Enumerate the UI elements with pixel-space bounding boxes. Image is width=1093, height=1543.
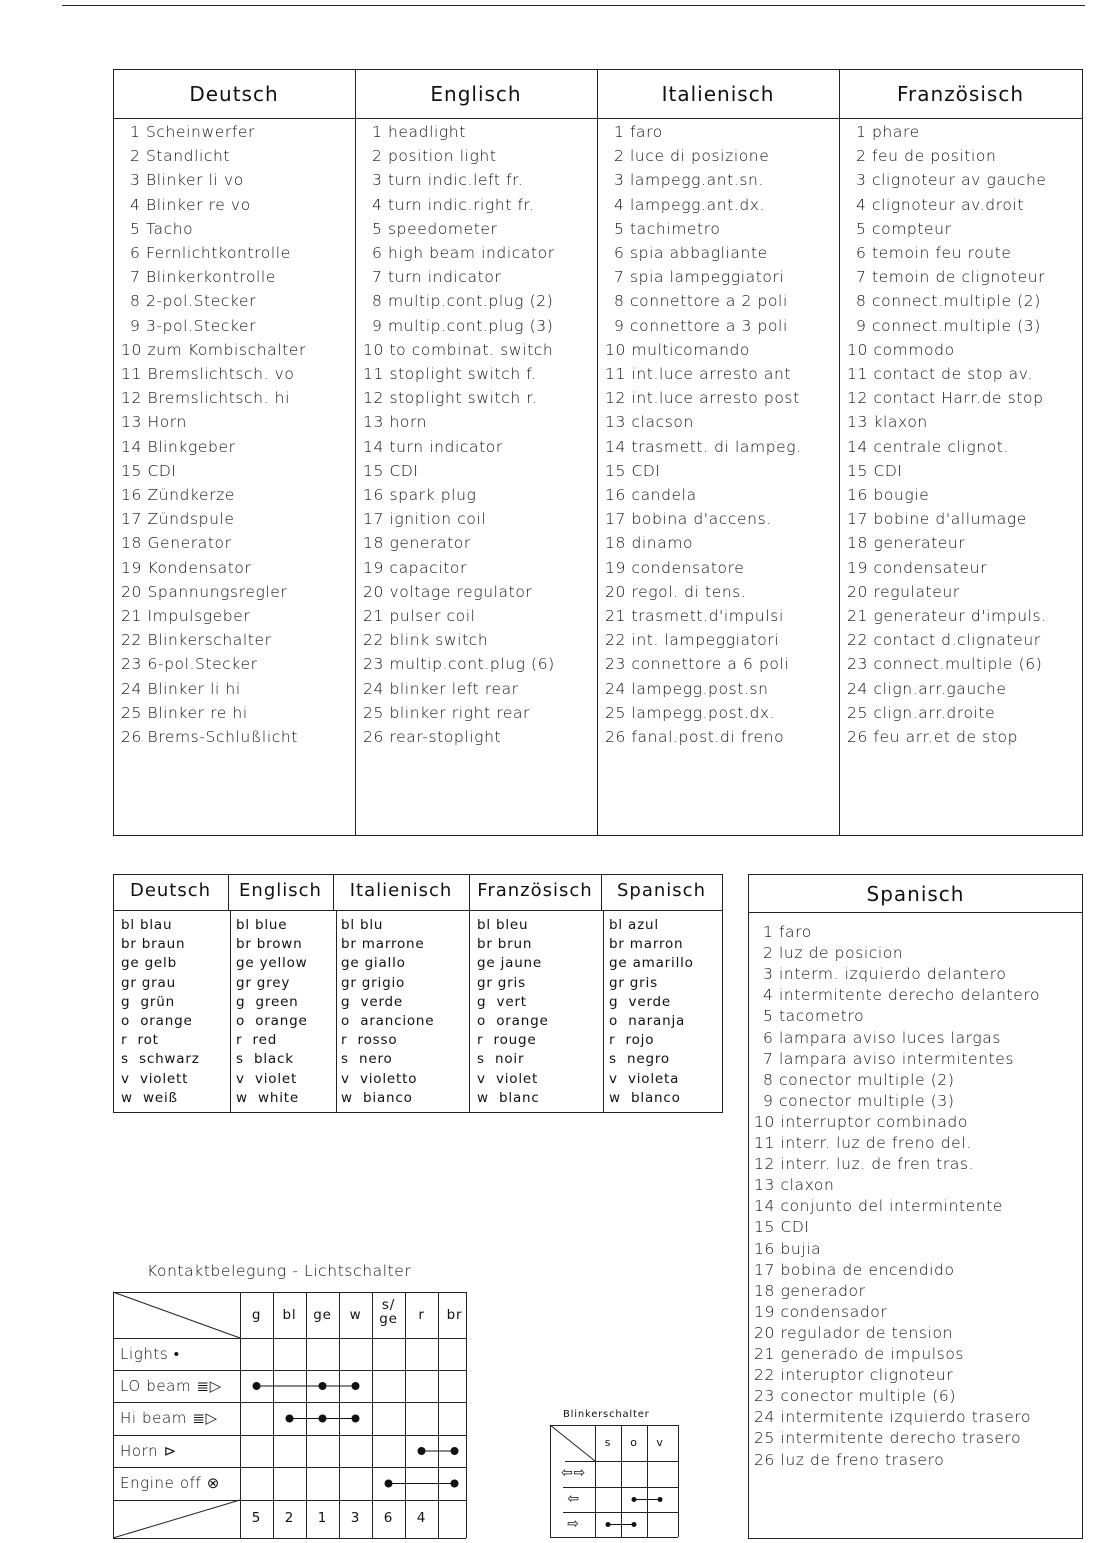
column-header: Italienisch xyxy=(661,82,775,106)
divider xyxy=(113,1467,466,1468)
legend-item: 5 speedometer xyxy=(372,219,498,238)
column-header: w xyxy=(349,1307,362,1323)
legend-item: 24 intermitente izquierdo trasero xyxy=(754,1408,1032,1427)
column-header: o xyxy=(630,1436,638,1449)
legend-item: 5 Tacho xyxy=(130,219,194,238)
color-item: w bianco xyxy=(341,1089,413,1106)
legend-item: 23 multip.cont.plug (6) xyxy=(363,655,555,674)
legend-item: 26 Brems-Schlußlicht xyxy=(121,728,298,746)
legend-item: 25 clign.arr.droite xyxy=(847,703,996,722)
legend-item: 6 temoin feu route xyxy=(856,244,1012,262)
legend-item: 16 bujia xyxy=(754,1239,822,1258)
color-item: s nero xyxy=(341,1051,393,1068)
color-item: br marrone xyxy=(341,936,425,953)
legend-item: 2 Standlicht xyxy=(130,147,231,166)
legend-item: 17 Zündspule xyxy=(121,510,235,529)
contact-dot xyxy=(352,1415,360,1423)
legend-item: 24 blinker left rear xyxy=(363,679,519,698)
legend-item: 3 lampegg.ant.sn. xyxy=(614,171,764,190)
legend-item: 10 multicomando xyxy=(605,340,751,359)
color-item: o naranja xyxy=(609,1013,686,1029)
legend-item: 6 spia abbagliante xyxy=(614,244,768,262)
pin-number: 5 xyxy=(251,1510,262,1526)
contact-row-label: Hi beam ≣▷ xyxy=(120,1409,218,1427)
contact-dot xyxy=(286,1415,294,1423)
divider xyxy=(405,1292,406,1538)
contact-row-label: Lights • xyxy=(120,1345,180,1363)
color-item: s negro xyxy=(609,1051,670,1068)
legend-item: 4 lampegg.ant.dx. xyxy=(614,195,766,214)
legend-item: 9 connettore a 3 poli xyxy=(614,316,788,335)
color-item: gr gris xyxy=(477,974,526,991)
color-item: bl azul xyxy=(609,917,659,933)
contact-dot xyxy=(451,1447,459,1455)
column-header: Französisch xyxy=(896,82,1024,106)
legend-item: 12 Bremslichtsch. hi xyxy=(121,389,290,408)
divider xyxy=(339,1292,340,1538)
color-item: o orange xyxy=(121,1013,193,1029)
legend-item: 8 connettore a 2 poli xyxy=(614,292,788,311)
legend-item: 13 horn xyxy=(363,413,428,432)
color-item: ge yellow xyxy=(236,955,308,972)
legend-item: 26 luz de freno trasero xyxy=(754,1450,945,1469)
legend-item: 25 lampegg.post.dx. xyxy=(605,703,776,722)
legend-item: 25 Blinker re hi xyxy=(121,703,248,722)
legend-item: 18 generator xyxy=(363,534,471,553)
divider xyxy=(355,69,356,836)
divider xyxy=(113,1500,466,1501)
legend-item: 20 regulateur xyxy=(847,582,960,601)
color-item: w blanco xyxy=(609,1089,681,1106)
legend-item: 12 stoplight switch r. xyxy=(363,389,538,408)
legend-item: 18 generador xyxy=(754,1281,866,1300)
legend-item: 9 3-pol.Stecker xyxy=(130,316,257,335)
divider xyxy=(469,910,470,1113)
contact-row-label: LO beam ≣▷ xyxy=(120,1377,222,1395)
pin-number: 3 xyxy=(350,1510,361,1526)
legend-item: 10 commodo xyxy=(847,340,955,359)
legend-item: 4 intermitente derecho delantero xyxy=(763,986,1041,1005)
column-header: Englisch xyxy=(239,880,322,901)
legend-item: 15 CDI xyxy=(847,461,903,480)
column-header: Spanisch xyxy=(866,882,965,906)
contact-dot xyxy=(352,1382,360,1390)
legend-item: 25 blinker right rear xyxy=(363,703,531,722)
legend-item: 26 fanal.post.di freno xyxy=(605,728,785,746)
legend-item: 11 contact de stop av. xyxy=(847,365,1033,383)
legend-item: 14 Blinkgeber xyxy=(121,437,236,456)
color-item: w white xyxy=(236,1089,299,1106)
legend-item: 4 Blinker re vo xyxy=(130,195,251,214)
legend-item: 13 claxon xyxy=(754,1176,835,1195)
legend-item: 5 compteur xyxy=(856,219,952,238)
color-item: r rouge xyxy=(477,1032,537,1049)
color-item: o arancione xyxy=(341,1013,435,1029)
contact-dot xyxy=(319,1415,327,1423)
legend-item: 18 Generator xyxy=(121,534,232,553)
column-header: s/ ge xyxy=(379,1297,398,1327)
legend-item: 13 Horn xyxy=(121,413,187,432)
blinker-row-label: ⇦⇨ xyxy=(560,1465,587,1481)
legend-item: 1 headlight xyxy=(372,123,466,141)
legend-item: 2 position light xyxy=(372,147,497,166)
blinker-row-label: ⇨ xyxy=(567,1516,580,1532)
legend-item: 10 zum Kombischalter xyxy=(121,340,306,359)
color-item: g verde xyxy=(609,993,672,1010)
legend-item: 25 intermitente derecho trasero xyxy=(754,1429,1022,1448)
color-item: v violeta xyxy=(609,1070,680,1087)
color-item: bl blau xyxy=(121,917,173,933)
legend-item: 8 conector multiple (2) xyxy=(763,1070,955,1089)
legend-item: 23 connettore a 6 poli xyxy=(605,655,790,674)
legend-item: 7 temoin de clignoteur xyxy=(856,268,1046,287)
legend-item: 8 2-pol.Stecker xyxy=(130,292,257,311)
legend-item: 16 spark plug xyxy=(363,486,477,504)
contact-dot xyxy=(606,1522,611,1527)
legend-item: 10 interruptor combinado xyxy=(754,1112,968,1131)
contact-dot xyxy=(253,1382,261,1390)
legend-item: 11 stoplight switch f. xyxy=(363,365,537,383)
pin-number: 1 xyxy=(317,1510,328,1526)
legend-item: 22 blink switch xyxy=(363,631,489,650)
legend-item: 1 phare xyxy=(856,123,920,141)
color-item: s noir xyxy=(477,1051,525,1068)
legend-item: 13 clacson xyxy=(605,413,694,432)
legend-item: 9 multip.cont.plug (3) xyxy=(372,316,554,335)
legend-item: 5 tachimetro xyxy=(614,219,721,238)
color-item: o orange xyxy=(477,1013,549,1029)
divider xyxy=(240,1292,241,1538)
divider xyxy=(273,1292,274,1538)
legend-item: 15 CDI xyxy=(754,1218,810,1237)
legend-item: 7 turn indicator xyxy=(372,268,502,287)
divider xyxy=(113,1370,466,1371)
color-item: br marron xyxy=(609,936,684,953)
legend-item: 2 luce di posizione xyxy=(614,147,770,166)
legend-item: 26 feu arr.et de stop xyxy=(847,728,1019,746)
divider xyxy=(748,912,1083,913)
legend-item: 12 interr. luz. de fren tras. xyxy=(754,1155,975,1174)
legend-item: 23 conector multiple (6) xyxy=(754,1387,956,1406)
contact-row-label: Horn ⊳ xyxy=(120,1442,177,1460)
divider xyxy=(839,69,840,836)
legend-item: 22 Blinkerschalter xyxy=(121,631,272,650)
divider xyxy=(113,910,723,911)
legend-item: 14 trasmett. di lampeg. xyxy=(605,437,802,456)
color-item: v violetto xyxy=(341,1070,418,1087)
legend-item: 4 turn indic.right fr. xyxy=(372,195,535,214)
color-item: v violett xyxy=(121,1070,189,1087)
top-rule xyxy=(62,5,1085,6)
legend-item: 6 high beam indicator xyxy=(372,244,555,262)
divider xyxy=(550,1425,551,1537)
legend-item: 9 conector multiple (3) xyxy=(763,1091,955,1110)
legend-item: 11 interr. luz de freno del. xyxy=(754,1134,972,1152)
legend-item: 19 condensatore xyxy=(605,558,745,577)
color-item: ge jaune xyxy=(477,955,543,972)
blinker-table-title: Blinkerschalter xyxy=(563,1409,650,1420)
column-header: Englisch xyxy=(430,82,522,106)
pin-number: 6 xyxy=(383,1510,394,1526)
legend-item: 1 Scheinwerfer xyxy=(130,123,255,141)
legend-item: 7 lampara aviso intermitentes xyxy=(763,1049,1015,1068)
legend-item: 12 contact Harr.de stop xyxy=(847,389,1044,408)
color-item: r rojo xyxy=(609,1032,655,1049)
legend-item: 1 faro xyxy=(614,123,663,141)
color-item: gr grigio xyxy=(341,974,406,991)
legend-item: 9 connect.multiple (3) xyxy=(856,316,1041,335)
color-item: ge gelb xyxy=(121,955,177,972)
color-item: bl blue xyxy=(236,917,288,933)
color-item: gr grau xyxy=(121,974,176,991)
color-item: g grün xyxy=(121,993,175,1010)
column-header: Deutsch xyxy=(129,880,212,901)
legend-item: 8 connect.multiple (2) xyxy=(856,292,1041,311)
legend-item: 17 bobine d'allumage xyxy=(847,510,1027,529)
legend-item: 8 multip.cont.plug (2) xyxy=(372,292,554,311)
divider xyxy=(597,69,598,836)
legend-item: 18 dinamo xyxy=(605,534,694,553)
color-item: w blanc xyxy=(477,1089,540,1106)
legend-item: 22 int. lampeggiatori xyxy=(605,631,780,650)
column-header: ge xyxy=(313,1307,332,1323)
color-item: g green xyxy=(236,993,299,1010)
column-header: s xyxy=(604,1436,612,1449)
legend-item: 1 faro xyxy=(763,923,812,941)
legend-item: 23 connect.multiple (6) xyxy=(847,655,1043,674)
legend-item: 14 conjunto del intermintente xyxy=(754,1197,1004,1216)
legend-item: 4 clignoteur av.droit xyxy=(856,195,1025,214)
legend-item: 3 interm. izquierdo delantero xyxy=(763,965,1007,984)
pin-number: 2 xyxy=(284,1510,295,1526)
contact-dot xyxy=(385,1480,393,1488)
divider xyxy=(113,1338,466,1339)
color-item: r red xyxy=(236,1032,278,1049)
legend-item: 24 lampegg.post.sn xyxy=(605,679,769,698)
column-header: br xyxy=(446,1307,463,1323)
pin-number: 4 xyxy=(416,1510,427,1526)
legend-item: 2 feu de position xyxy=(856,147,997,166)
contact-dot xyxy=(632,1497,637,1502)
legend-item: 24 Blinker li hi xyxy=(121,679,241,698)
legend-item: 19 Kondensator xyxy=(121,558,252,577)
column-header: v xyxy=(656,1436,664,1449)
legend-item: 14 turn indicator xyxy=(363,437,503,456)
divider xyxy=(230,910,231,1113)
legend-item: 11 int.luce arresto ant xyxy=(605,365,792,383)
legend-item: 7 spia lampeggiatori xyxy=(614,268,785,287)
legend-item: 21 pulser coil xyxy=(363,607,476,625)
column-header: Französisch xyxy=(477,880,593,901)
legend-item: 17 bobina de encendido xyxy=(754,1260,955,1279)
color-item: s black xyxy=(236,1051,294,1068)
divider xyxy=(336,910,337,1113)
color-item: v violet xyxy=(236,1070,298,1087)
legend-item: 21 trasmett.d'impulsi xyxy=(605,607,784,625)
legend-item: 20 voltage regulator xyxy=(363,582,533,601)
legend-item: 11 Bremslichtsch. vo xyxy=(121,365,295,383)
legend-item: 20 regulador de tension xyxy=(754,1323,953,1342)
legend-item: 7 Blinkerkontrolle xyxy=(130,268,276,287)
legend-item: 16 bougie xyxy=(847,486,930,504)
color-item: g vert xyxy=(477,993,527,1010)
legend-item: 3 clignoteur av gauche xyxy=(856,171,1047,190)
color-item: o orange xyxy=(236,1013,308,1029)
legend-item: 19 condensador xyxy=(754,1302,888,1321)
legend-item: 3 turn indic.left fr. xyxy=(372,171,524,190)
legend-item: 18 generateur xyxy=(847,534,966,553)
contact-dot xyxy=(418,1447,426,1455)
color-item: br brun xyxy=(477,936,533,953)
contact-dot xyxy=(451,1480,459,1488)
column-header: Italienisch xyxy=(349,880,453,901)
divider xyxy=(113,1292,466,1293)
divider xyxy=(372,1292,373,1538)
column-header: Deutsch xyxy=(189,82,279,106)
contact-dot xyxy=(658,1497,663,1502)
divider xyxy=(113,1402,466,1403)
legend-item: 19 condensateur xyxy=(847,558,988,577)
legend-item: 15 CDI xyxy=(363,461,419,480)
divider xyxy=(113,1435,466,1436)
legend-item: 16 candela xyxy=(605,486,697,504)
contact-table-title: Kontaktbelegung - Lichtschalter xyxy=(147,1262,412,1280)
legend-item: 20 regol. di tens. xyxy=(605,582,747,601)
color-item: gr gris xyxy=(609,974,658,991)
color-item: s schwarz xyxy=(121,1051,200,1068)
color-item: bl bleu xyxy=(477,917,529,933)
legend-item: 13 klaxon xyxy=(847,413,928,432)
color-item: r rosso xyxy=(341,1032,398,1049)
column-header: r xyxy=(418,1307,425,1323)
legend-item: 5 tacometro xyxy=(763,1007,865,1026)
color-item: g verde xyxy=(341,993,404,1010)
blinker-row-label: ⇦ xyxy=(567,1491,580,1507)
divider xyxy=(550,1425,678,1426)
legend-item: 21 generado de impulsos xyxy=(754,1345,965,1363)
legend-item: 14 centrale clignot. xyxy=(847,437,1009,456)
divider xyxy=(466,1292,467,1538)
legend-item: 20 Spannungsregler xyxy=(121,582,288,601)
legend-item: 17 ignition coil xyxy=(363,510,487,529)
legend-item: 10 to combinat. switch xyxy=(363,340,554,359)
color-item: gr grey xyxy=(236,974,291,991)
column-header: Spanisch xyxy=(617,880,706,901)
legend-item: 16 Zündkerze xyxy=(121,486,235,504)
legend-item: 15 CDI xyxy=(121,461,177,480)
divider xyxy=(603,910,604,1113)
legend-item: 22 interuptor clignoteur xyxy=(754,1366,954,1385)
color-item: ge amarillo xyxy=(609,955,694,972)
color-item: v violet xyxy=(477,1070,539,1087)
legend-item: 23 6-pol.Stecker xyxy=(121,655,258,674)
legend-item: 6 lampara aviso luces largas xyxy=(763,1028,1002,1047)
divider xyxy=(550,1537,678,1538)
contact-dot xyxy=(632,1522,637,1527)
divider xyxy=(678,1425,679,1537)
legend-item: 2 luz de posicion xyxy=(763,944,904,963)
color-item: br brown xyxy=(236,936,303,953)
color-item: w weiß xyxy=(121,1089,178,1106)
divider xyxy=(113,118,1083,119)
divider xyxy=(438,1292,439,1538)
color-item: br braun xyxy=(121,936,186,953)
legend-item: 17 bobina d'accens. xyxy=(605,510,772,529)
color-item: ge giallo xyxy=(341,955,406,972)
column-header: bl xyxy=(282,1307,297,1323)
column-header: g xyxy=(251,1307,262,1323)
contact-row-label: Engine off ⊗ xyxy=(120,1474,220,1492)
legend-item: 26 rear-stoplight xyxy=(363,728,502,746)
contact-dot xyxy=(319,1382,327,1390)
legend-item: 12 int.luce arresto post xyxy=(605,389,800,408)
legend-item: 21 Impulsgeber xyxy=(121,607,251,625)
divider xyxy=(113,1538,466,1539)
color-item: bl blu xyxy=(341,917,384,933)
legend-item: 15 CDI xyxy=(605,461,661,480)
divider xyxy=(113,1292,114,1538)
legend-item: 6 Fernlichtkontrolle xyxy=(130,244,291,262)
legend-item: 22 contact d.clignateur xyxy=(847,631,1041,650)
legend-item: 21 generateur d'impuls. xyxy=(847,607,1047,625)
color-item: r rot xyxy=(121,1032,159,1049)
legend-item: 24 clign.arr.gauche xyxy=(847,679,1007,698)
legend-item: 19 capacitor xyxy=(363,558,467,577)
divider xyxy=(306,1292,307,1538)
legend-item: 3 Blinker li vo xyxy=(130,171,244,190)
